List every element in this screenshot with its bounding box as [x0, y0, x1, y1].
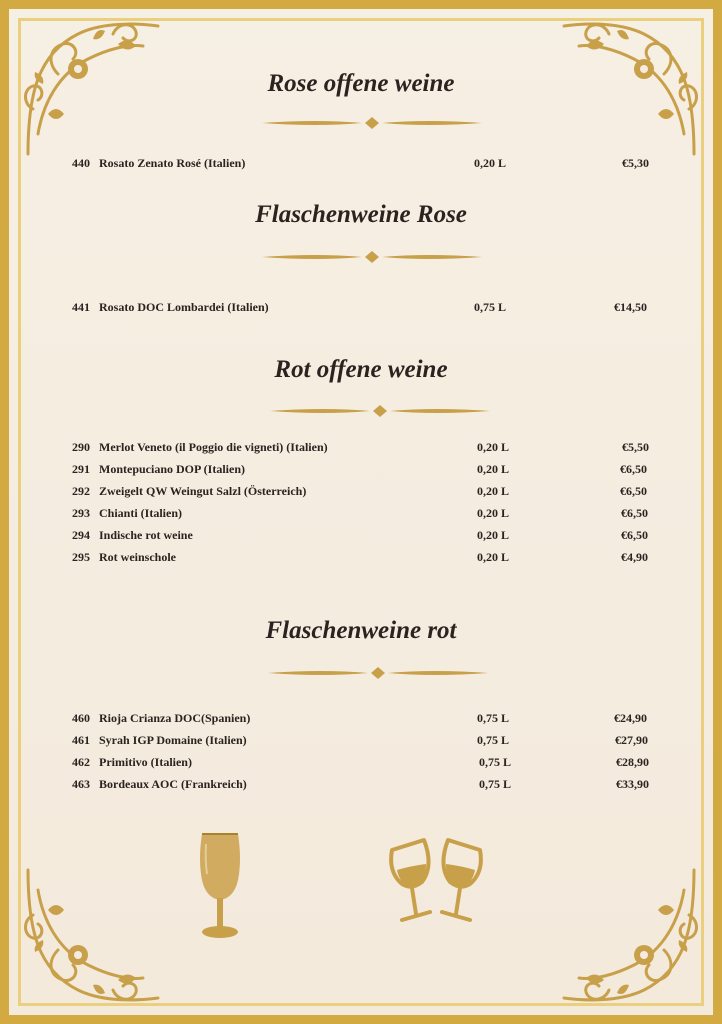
menu-item-row [72, 462, 652, 480]
menu-item-row [72, 528, 652, 546]
item-price: €24,90 [614, 711, 647, 725]
item-price: €14,50 [614, 300, 647, 314]
item-name: Rioja Crianza DOC(Spanien) [99, 711, 251, 725]
item-number: 293 [72, 506, 90, 520]
menu-item-row [72, 777, 652, 795]
corner-ornament-icon [18, 860, 168, 1010]
item-volume: 0,20 L [477, 506, 510, 520]
menu-item-row [72, 440, 652, 458]
item-number: 290 [72, 440, 90, 454]
toasting-glasses-icon [380, 836, 492, 936]
item-name: Syrah IGP Domaine (Italien) [99, 733, 247, 747]
item-price: €6,50 [621, 528, 648, 542]
divider-icon [262, 117, 482, 129]
item-name: Rot weinschole [99, 550, 176, 564]
item-price: €5,30 [622, 156, 649, 170]
item-price: €6,50 [620, 462, 647, 476]
corner-ornament-icon [554, 860, 704, 1010]
item-name: Merlot Veneto (il Poggio die vigneti) (Italien) [99, 440, 328, 454]
section-title-rot-offene: Rot offene weine [274, 356, 448, 383]
item-price: €28,90 [616, 755, 649, 769]
section-title-flaschenweine-rot: Flaschenweine rot [265, 617, 457, 644]
item-volume: 0,75 L [477, 711, 510, 725]
menu-item-row [72, 550, 652, 568]
item-volume: 0,75 L [474, 300, 507, 314]
item-volume: 0,20 L [477, 440, 510, 454]
item-number: 462 [72, 755, 90, 769]
divider-icon [270, 405, 490, 417]
section-title-rose-offene: Rose offene weine [267, 70, 455, 97]
item-volume: 0,20 L [477, 528, 510, 542]
wine-glass-icon [192, 830, 248, 942]
item-number: 461 [72, 733, 90, 747]
item-name: Montepuciano DOP (Italien) [99, 462, 245, 476]
item-volume: 0,75 L [477, 733, 510, 747]
item-volume: 0,20 L [477, 462, 510, 476]
item-number: 294 [72, 528, 90, 542]
divider-icon [268, 667, 488, 679]
menu-item-row [72, 711, 652, 729]
item-volume: 0,75 L [479, 755, 512, 769]
item-name: Bordeaux AOC (Frankreich) [99, 777, 247, 791]
menu-item-row [72, 156, 652, 174]
menu-item-row [72, 733, 652, 751]
item-price: €5,50 [622, 440, 649, 454]
item-number: 463 [72, 777, 90, 791]
item-number: 440 [72, 156, 90, 170]
item-volume: 0,20 L [477, 550, 510, 564]
item-name: Primitivo (Italien) [99, 755, 192, 769]
item-number: 295 [72, 550, 90, 564]
item-volume: 0,20 L [477, 484, 510, 498]
item-volume: 0,20 L [474, 156, 507, 170]
item-number: 292 [72, 484, 90, 498]
item-name: Rosato DOC Lombardei (Italien) [99, 300, 269, 314]
item-number: 441 [72, 300, 90, 314]
menu-item-row [72, 755, 652, 773]
section-title-flaschenweine-rose: Flaschenweine Rose [255, 201, 467, 228]
item-number: 291 [72, 462, 90, 476]
menu-item-row [72, 300, 652, 318]
item-price: €27,90 [615, 733, 648, 747]
item-volume: 0,75 L [479, 777, 512, 791]
item-name: Rosato Zenato Rosé (Italien) [99, 156, 246, 170]
menu-item-row [72, 484, 652, 502]
item-price: €6,50 [621, 506, 648, 520]
item-price: €33,90 [616, 777, 649, 791]
item-price: €4,90 [621, 550, 648, 564]
item-price: €6,50 [620, 484, 647, 498]
item-number: 460 [72, 711, 90, 725]
item-name: Chianti (Italien) [99, 506, 183, 520]
menu-item-row [72, 506, 652, 524]
item-name: Zweigelt QW Weingut Salzl (Österreich) [99, 484, 307, 498]
divider-icon [262, 251, 482, 263]
item-name: Indische rot weine [99, 528, 193, 542]
